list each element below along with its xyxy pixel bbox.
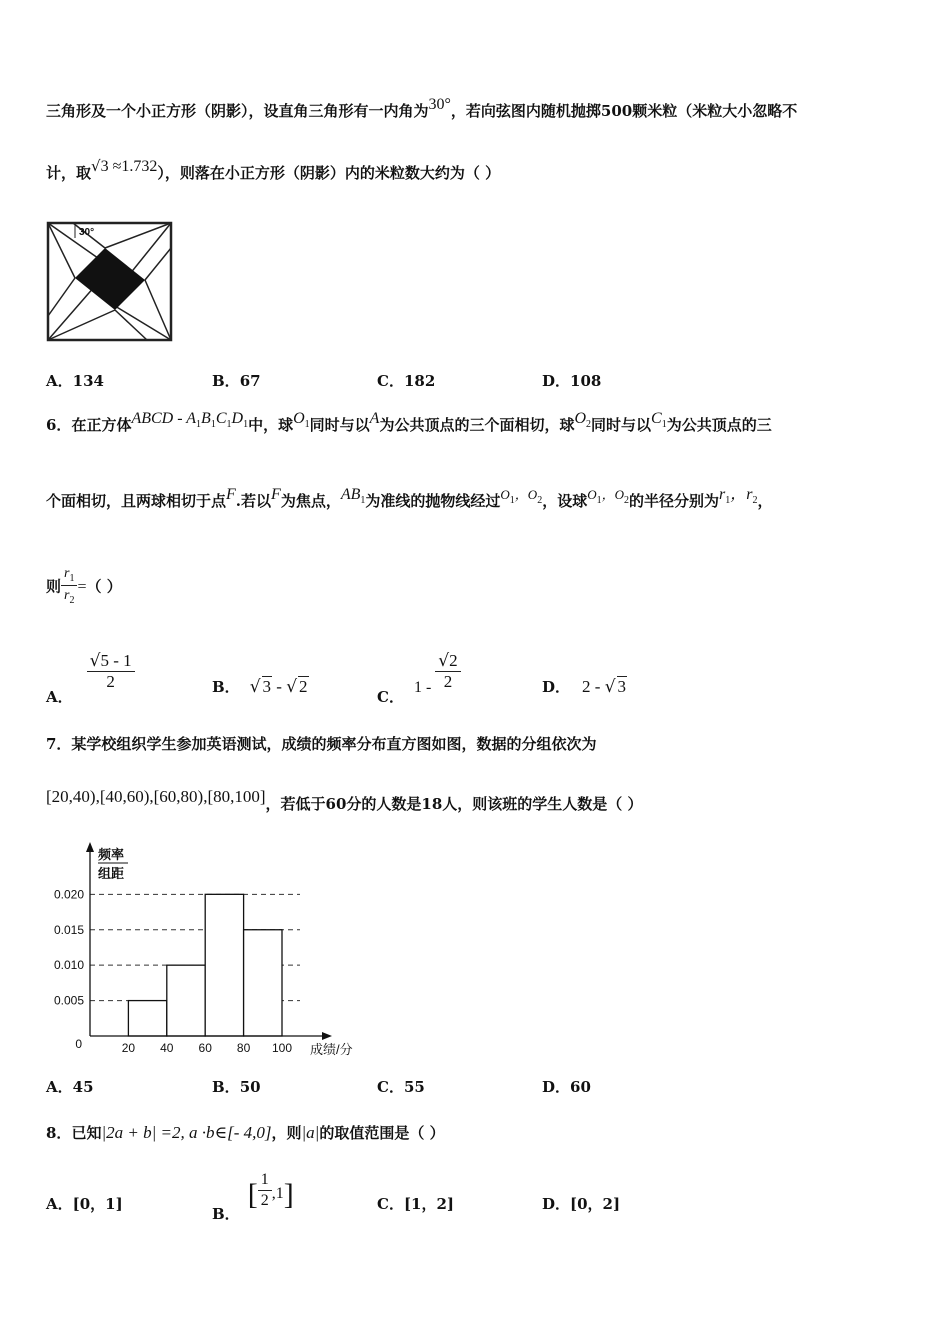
angle-label: 30° [79, 227, 95, 238]
fraction-num: 1 [258, 1170, 272, 1191]
option-letter: C． [377, 1078, 404, 1096]
q5-text-line1 [46, 96, 798, 123]
option-b-expr [250, 677, 309, 696]
option-value: 67 [239, 372, 261, 390]
option-letter: C． [377, 372, 404, 390]
shaded-square [75, 248, 145, 310]
option-c-prefix: 1 - [413, 678, 436, 696]
q6-option-b[interactable] [212, 676, 309, 697]
subscript: 1 [196, 419, 202, 430]
histogram-bar [205, 894, 243, 1036]
subscript: 1 [509, 495, 515, 506]
vertex-c1 [651, 410, 667, 430]
sphere-o1 [293, 410, 310, 430]
q8-text-line1 [46, 1122, 445, 1144]
fraction-den: 2 [443, 672, 453, 691]
x-tick-label: 100 [271, 1041, 293, 1055]
angle-value: 30° [428, 96, 451, 113]
fraction-num [61, 564, 77, 586]
sqrt-arg: 3 [617, 677, 627, 696]
chord-line [115, 306, 171, 340]
x-tick-label: 40 [160, 1041, 174, 1055]
option-d-expr [582, 677, 627, 696]
q6-option-c[interactable] [377, 651, 461, 706]
chord-line [48, 223, 75, 278]
option-b-fraction [258, 1170, 272, 1211]
q8-text-part: ，则 [271, 1124, 302, 1142]
interval-end: ,1 [271, 1185, 284, 1202]
chord-line [48, 310, 115, 340]
q5-option-b[interactable] [212, 370, 261, 391]
line-ab1 [340, 486, 366, 506]
option-value: 55 [403, 1078, 425, 1096]
q6-option-d[interactable] [542, 676, 627, 697]
q7-option-c[interactable] [377, 1076, 425, 1097]
q8-option-a[interactable] [46, 1193, 123, 1214]
x-tick-label: 80 [236, 1041, 251, 1055]
option-value: 60 [570, 1078, 591, 1096]
option-value: 50 [239, 1078, 261, 1096]
option-value: 182 [403, 372, 436, 390]
q7-text-line1 [46, 733, 596, 755]
q6-text-part: 在正方体 [71, 416, 132, 434]
option-c-fraction [435, 651, 460, 692]
condition-expr: |2a + b| =2, a ·b∈[- 4,0] [101, 1123, 272, 1142]
subscript: 2 [69, 595, 75, 606]
subscript: 1 [210, 419, 216, 430]
q6-text-part: 为公共顶点的三 [666, 416, 772, 434]
sqrt-icon: √ [91, 157, 101, 175]
subscript: 1 [661, 419, 667, 430]
point-f: F [226, 486, 236, 503]
spheres-o1-o2 [587, 487, 629, 506]
option-letter: D． [542, 678, 571, 696]
points-o1-o2 [500, 487, 543, 506]
letters-ab: AB [340, 486, 361, 503]
letter-r: r [719, 486, 726, 503]
q5-text-part: ），则落在小正方形（阴影）内的米粒数大约为（ ） [157, 164, 501, 182]
q8-option-d[interactable] [542, 1193, 620, 1214]
y-axis-label-top: 频率 [98, 847, 125, 862]
q8-option-c[interactable] [377, 1193, 454, 1214]
letter-r: r [64, 588, 70, 603]
ratio-fraction [61, 564, 77, 607]
x-tick-label: 60 [198, 1041, 212, 1055]
q7-option-a[interactable] [46, 1076, 94, 1097]
letter-o: O [614, 487, 624, 502]
q6-text-part: 则 [46, 577, 62, 596]
x-tick-label: 20 [121, 1041, 136, 1055]
group-intervals: [20,40),[40,60),[60,80),[80,100] [46, 787, 266, 806]
q7-option-b[interactable] [212, 1076, 261, 1097]
q5-option-d[interactable] [542, 370, 601, 391]
q7-text-part: ，若低于60分的人数是18人，则该班的学生人数是（ ） [265, 795, 643, 813]
option-letter: D． [542, 1078, 571, 1096]
q6-option-a[interactable] [46, 651, 135, 706]
y-tick-label: 0.015 [53, 922, 84, 937]
q6-text-part: ，设球 [542, 492, 588, 510]
chord-figure [45, 218, 175, 344]
point-f: F [271, 486, 281, 503]
q6-text-part: 为准线的抛物线经过 [365, 492, 501, 510]
minus-sign: - [272, 677, 287, 696]
subscript: 2 [586, 419, 592, 430]
letter-o: O [574, 410, 587, 427]
cube-b: B [201, 410, 211, 427]
chord-line [145, 248, 171, 280]
chord-line [48, 286, 95, 340]
sqrt-icon: √ [249, 677, 261, 697]
equals-sign: = [77, 578, 87, 596]
abs-a: |a| [301, 1123, 320, 1142]
fraction-den: 2 [260, 1191, 269, 1209]
sqrt-arg: 2 [299, 677, 308, 696]
radii [719, 486, 758, 506]
q6-text-line3 [46, 568, 122, 607]
subscript: 2 [537, 495, 543, 506]
num-value: 5 - 1 [100, 651, 132, 670]
q6-text-line1 [46, 410, 772, 439]
y-tick-label: 0.020 [53, 887, 84, 902]
letter-o: O [587, 487, 597, 502]
right-bracket: ] [283, 1178, 294, 1211]
option-letter: A． [46, 1195, 73, 1213]
y-tick-label: 0.010 [53, 958, 84, 973]
q6-text-part: 的半径分别为 [629, 492, 720, 510]
option-letter: B． [212, 678, 240, 696]
q5-text-part: ，若向弦图内随机抛掷500颗米粒（米粒大小忽略不 [450, 102, 798, 120]
left-bracket: [ [247, 1178, 258, 1211]
comma: ， [601, 487, 615, 502]
fraction-num [87, 651, 135, 672]
q5-option-a[interactable] [46, 370, 104, 391]
chord-line [115, 310, 147, 340]
cube-name [131, 410, 249, 430]
sqrt-icon: √ [438, 651, 450, 671]
x-axis-arrow [322, 1032, 332, 1040]
option-value: 134 [72, 372, 104, 390]
letter-o: O [293, 410, 305, 427]
option-a-fraction [87, 651, 135, 692]
cube-main: ABCD - A [131, 410, 197, 427]
subscript: 1 [360, 495, 366, 506]
q6-text-line2 [46, 486, 773, 515]
q7-text-part: 7．某学校组织学生参加英语测试，成绩的频率分布直方图如图，数据的分组依次为 [46, 735, 597, 753]
q8-option-b[interactable] [212, 1168, 294, 1223]
letter-r: r [746, 486, 753, 503]
x-axis-label: 成绩/分 [310, 1042, 353, 1057]
q7-text-line2 [46, 787, 643, 815]
q5-text-line2 [46, 157, 501, 185]
q6-text-part: .若以 [235, 492, 272, 510]
q6-text-part: 为公共顶点的三个面相切，球 [379, 416, 575, 434]
letter-r: r [64, 566, 70, 581]
subscript: 2 [752, 495, 758, 506]
option-letter: A． [46, 372, 73, 390]
sphere-o2 [574, 410, 592, 430]
option-letter: B． [212, 372, 240, 390]
sqrt-icon: √ [604, 677, 616, 697]
comma: ， [514, 487, 528, 502]
histogram-bar [167, 965, 205, 1036]
q6-text-part: 个面相切，且两球相切于点 [46, 492, 227, 510]
option-letter: A． [46, 687, 73, 706]
q5-text-part: 计，取 [46, 164, 92, 182]
option-value: [0，1] [72, 1195, 123, 1213]
option-letter: D． [542, 372, 571, 390]
option-letter: A． [46, 1078, 73, 1096]
q5-option-c[interactable] [377, 370, 435, 391]
fraction-den [61, 586, 77, 607]
histogram-bar [128, 1001, 166, 1036]
chord-line [145, 280, 171, 340]
y-tick-label: 0.005 [53, 993, 84, 1008]
question-number: 8． [46, 1124, 72, 1142]
subscript: 1 [243, 419, 249, 430]
option-value: 45 [72, 1078, 94, 1096]
fraction-den: 2 [106, 672, 115, 691]
subscript: 1 [596, 495, 602, 506]
q6-text-part: 为焦点， [280, 492, 341, 510]
option-value: [1，2] [403, 1195, 455, 1213]
q5-text-part: 三角形及一个小正方形（阴影），设直角三角形有一内角为 [46, 102, 429, 120]
option-letter: B． [212, 1205, 240, 1223]
sqrt-icon: √ [286, 677, 298, 697]
prefix: 2 - [582, 677, 605, 696]
q6-text-part: 中，球 [248, 416, 294, 434]
option-letter: C． [377, 1195, 404, 1213]
fraction-num [435, 651, 460, 672]
sqrt-arg: 3 [262, 677, 272, 696]
subscript: 1 [304, 419, 310, 430]
option-letter: B． [212, 1078, 240, 1096]
y-axis-arrow [86, 842, 94, 852]
subscript: 1 [69, 573, 75, 584]
letter-o: O [500, 487, 510, 502]
q6-text-part: 同时与以 [309, 416, 370, 434]
option-letter: D． [542, 1195, 571, 1213]
q6-text-part: 同时与以 [591, 416, 652, 434]
q7-option-d[interactable] [542, 1076, 591, 1097]
subscript: 1 [226, 419, 232, 430]
sqrt-icon: √ [89, 651, 101, 671]
origin-label: 0 [75, 1037, 82, 1051]
chord-line [48, 278, 75, 316]
cube-c: C [215, 410, 227, 427]
comma: ， [757, 492, 773, 510]
cube-d: D [231, 410, 244, 427]
num-value: 2 [449, 651, 458, 670]
histogram-chart [40, 840, 380, 1065]
q8-text-part: 的取值范围是（ ） [319, 1124, 445, 1142]
letter-o: O [527, 487, 538, 502]
q8-text-part: 已知 [71, 1124, 102, 1142]
y-axis-label-bottom: 组距 [98, 866, 125, 881]
letter-c: C [651, 410, 662, 427]
sqrt-approx: 3 ≈1.732 [100, 158, 158, 175]
answer-paren: （ ） [86, 577, 122, 596]
comma: ， [730, 486, 747, 503]
question-number: 6． [46, 416, 72, 434]
option-value: [0，2] [570, 1195, 621, 1213]
histogram-bar [244, 930, 282, 1036]
subscript: 1 [725, 495, 731, 506]
subscript: 2 [624, 495, 629, 506]
option-value: 108 [570, 372, 602, 390]
vertex-a: A [369, 410, 380, 427]
option-letter: C． [377, 687, 404, 706]
